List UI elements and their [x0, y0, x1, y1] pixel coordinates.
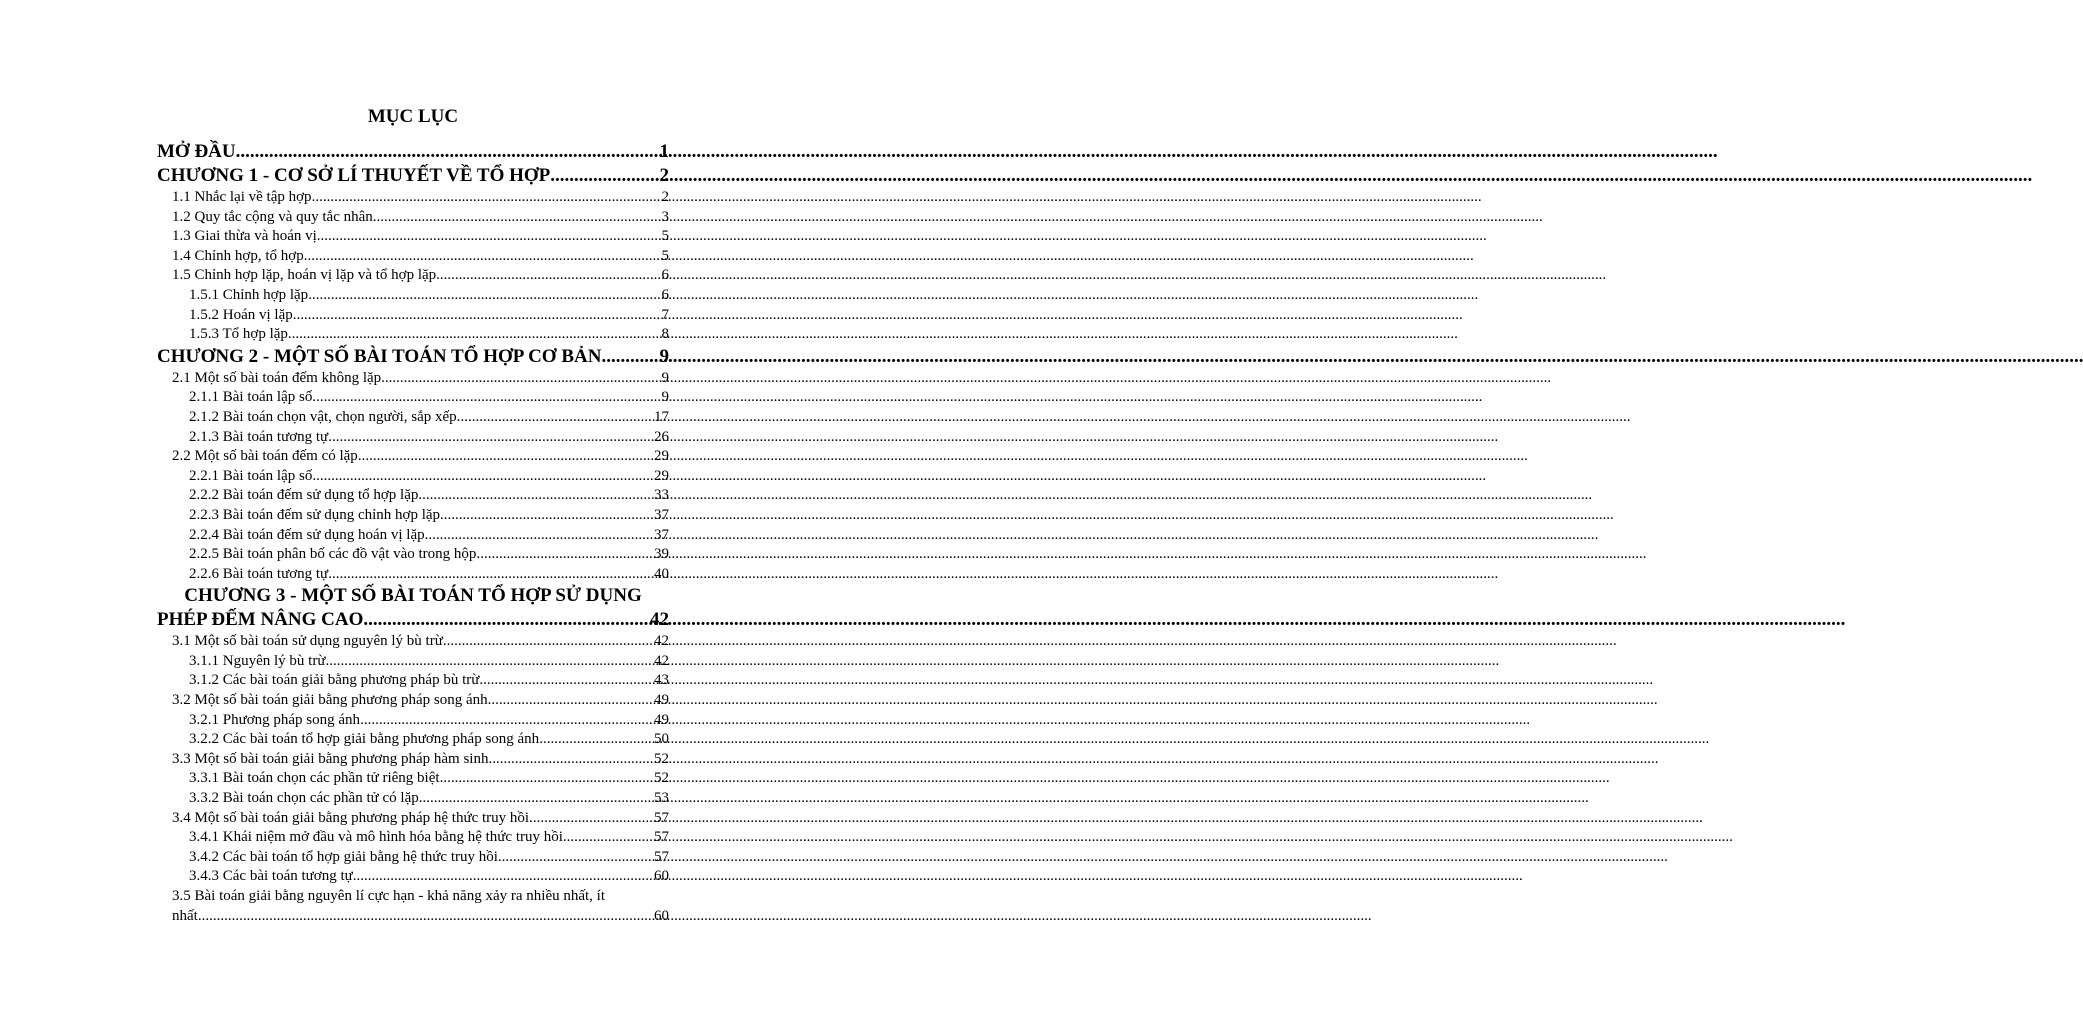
toc-page	[0, 0, 792, 1024]
dot-leader	[363, 608, 650, 632]
toc-entry[interactable]	[157, 789, 669, 809]
toc-entry-text: 1.1 Nhắc lại về tập hợp	[172, 189, 312, 205]
toc-entry-text: 3.2 Một số bài toán giải bằng phương pháp song ánh	[172, 692, 488, 709]
toc-title: MỤC LỤC	[367, 106, 459, 127]
toc-entry[interactable]	[157, 388, 669, 408]
toc-entry[interactable]	[157, 408, 669, 428]
toc-entry-text: 2.2.2 Bài toán đếm sử dụng tổ hợp lặp.	[189, 487, 423, 504]
toc-entry-page: 33	[654, 487, 669, 504]
toc-entry[interactable]	[157, 711, 669, 731]
dot-leader	[328, 428, 654, 448]
toc-entry[interactable]	[157, 526, 669, 546]
toc-entry-page: 49	[654, 692, 669, 709]
toc-entry-text: CHƯƠNG 1 - CƠ SỞ LÍ THUYẾT VỀ TỔ HỢP	[157, 165, 551, 186]
toc-entry[interactable]	[157, 345, 669, 369]
toc-entry-page: 49	[654, 711, 669, 728]
dot-leader	[447, 632, 654, 652]
toc-entry-text: 3.2.1 Phương pháp song ánh	[189, 711, 361, 728]
toc-entry[interactable]	[157, 286, 669, 306]
toc-entry-text: 2.1.1 Bài toán lập số	[189, 389, 313, 406]
toc-entry[interactable]	[157, 486, 669, 506]
toc-entry-text: 1.5.1 Chỉnh hợp lặp	[189, 286, 309, 303]
toc-entry-text: 3.4.1 Khái niệm mở đầu và mô hình hóa bằng hệ thức truy hồi	[189, 829, 563, 846]
dot-leader	[533, 809, 654, 829]
chapter3-heading-line1[interactable]: CHƯƠNG 3 - MỘT SỐ BÀI TOÁN TỔ HỢP SỬ DỤNG	[184, 585, 642, 607]
dot-leader	[460, 408, 654, 428]
toc-entry-page: 57	[654, 848, 669, 865]
toc-entry-text: 2.2.3 Bài toán đếm sử dụng chỉnh hợp lặp.	[189, 506, 444, 523]
toc-entry-page: 42	[654, 652, 669, 669]
toc-entry-page: 5	[661, 228, 669, 245]
dot-leader	[304, 247, 662, 267]
toc-entry-page: 43	[654, 672, 669, 689]
dot-leader	[498, 848, 654, 868]
toc-entry-text: 3.4.3 Các bài toán tương tự	[189, 868, 353, 885]
toc-entry-text: 1.5.2 Hoán vị lặp	[189, 306, 293, 323]
toc-entry-page: 53	[654, 790, 669, 807]
toc-entry-page: 29	[654, 467, 669, 484]
toc-entry-text: 2.2.1 Bài toán lập số.	[189, 467, 317, 484]
toc-entry[interactable]	[157, 671, 669, 691]
dot-leader	[476, 545, 654, 565]
toc-entry-page: 2	[659, 165, 669, 186]
toc-entry-3-5[interactable]	[157, 887, 669, 926]
toc-entry-page: 40	[654, 565, 669, 582]
toc-entry[interactable]	[157, 369, 669, 389]
toc-entry[interactable]	[157, 652, 669, 672]
toc-entry-text: 1.4 Chỉnh hợp, tổ hợp	[172, 247, 304, 264]
toc-entry-page: 52	[654, 770, 669, 787]
dot-leader	[488, 750, 654, 770]
toc-entry-text: 3.4 Một số bài toán giải bằng phương pháp hệ thức truy hồi.	[172, 809, 533, 826]
toc-entry-text: 3.3.1 Bài toán chọn các phần tử riêng biệt	[189, 770, 440, 787]
toc-entry-page: 9	[661, 369, 669, 386]
dot-leader	[328, 565, 654, 585]
dot-leader	[601, 345, 659, 369]
toc-entry-text: MỞ ĐẦU	[157, 141, 236, 162]
dot-leader	[236, 140, 660, 164]
toc-entry-page: 52	[654, 750, 669, 767]
dot-leader	[422, 486, 654, 506]
toc-entry-page: 26	[654, 428, 669, 445]
toc-entry-page: 6	[661, 286, 669, 303]
toc-entry-page: 8	[661, 326, 669, 343]
toc-entry[interactable]	[157, 545, 669, 565]
dot-leader	[288, 325, 662, 345]
toc-entry-page: 42	[654, 633, 669, 650]
toc-entry[interactable]	[157, 227, 669, 247]
toc-entry-text: 2.2.5 Bài toán phân bố các đồ vật vào trong hộp	[189, 546, 477, 563]
toc-entry-text: 3.1.1 Nguyên lý bù trừ.	[189, 652, 330, 669]
dot-leader	[373, 208, 662, 228]
toc-list-part1	[157, 140, 669, 584]
dot-leader	[317, 227, 662, 247]
dot-leader	[308, 286, 661, 306]
toc-entry[interactable]	[157, 828, 669, 848]
toc-entry-page: 60	[654, 868, 669, 885]
dot-leader	[312, 388, 661, 408]
toc-entry-text: 3.2.2 Các bài toán tổ hợp giải bằng phương pháp song ánh	[189, 731, 540, 748]
dot-leader	[483, 671, 654, 691]
toc-entry[interactable]	[157, 632, 669, 652]
dot-leader	[488, 691, 654, 711]
toc-entry[interactable]	[157, 247, 669, 267]
dot-leader	[358, 447, 654, 467]
toc-entry[interactable]	[157, 325, 669, 345]
toc-entry-page: 37	[654, 526, 669, 543]
toc-entry-text: 3.3.2 Bài toán chọn các phần tử có lặp	[189, 790, 419, 807]
toc-entry-page: 39	[654, 546, 669, 563]
dot-leader	[428, 526, 654, 546]
toc-entry[interactable]	[157, 750, 669, 770]
toc-entry-page: 3	[661, 208, 669, 225]
toc-entry-text: 3.4.2 Các bài toán tổ hợp giải bằng hệ thức truy hồi	[189, 848, 498, 865]
toc-entry[interactable]	[157, 506, 669, 526]
toc-entry-page: 50	[654, 731, 669, 748]
toc-entry-page: 60	[654, 907, 669, 924]
toc-entry-page: 9	[659, 345, 669, 367]
toc-entry-page: 57	[654, 829, 669, 846]
dot-leader	[381, 369, 661, 389]
toc-entry-text-line1: 3.5 Bài toán giải bằng nguyên lí cực hạn - khả năng xảy ra nhiều nhất, ít	[172, 888, 606, 904]
dot-leader	[563, 828, 654, 848]
toc-entry-text: CHƯƠNG 2 - MỘT SỐ BÀI TOÁN TỔ HỢP CƠ BẢN	[157, 345, 602, 367]
toc-entry-text: 1.5 Chỉnh hợp lặp, hoán vị lặp và tổ hợp lặp	[172, 267, 437, 284]
toc-entry-page: 37	[654, 506, 669, 523]
toc-entry-page: 9	[661, 389, 669, 406]
toc-entry-text: 2.1.3 Bài toán tương tự	[189, 428, 329, 445]
dot-leader	[440, 769, 654, 789]
toc-entry-text: 3.1 Một số bài toán sử dụng nguyên lý bù trừ.	[172, 633, 447, 650]
toc-entry[interactable]	[157, 188, 669, 208]
toc-entry-text: 1.3 Giai thừa và hoán vị	[172, 228, 317, 245]
toc-entry[interactable]	[157, 447, 669, 467]
dot-leader	[539, 730, 654, 750]
toc-entry[interactable]	[157, 467, 669, 487]
toc-entry-text: 2.1.2 Bài toán chọn vật, chọn người, sắp xếp.	[189, 408, 461, 425]
toc-entry-page: 29	[654, 448, 669, 465]
dot-leader	[360, 711, 654, 731]
dot-leader	[293, 306, 662, 326]
toc-entry-page: 7	[661, 306, 669, 323]
toc-entry-page: 5	[661, 247, 669, 264]
dot-leader	[436, 266, 661, 286]
toc-entry-text: 2.2 Một số bài toán đếm có lặp	[172, 448, 358, 465]
toc-entry-page: 17	[654, 408, 669, 425]
toc-entry[interactable]	[157, 867, 669, 887]
toc-entry-page: 57	[654, 809, 669, 826]
toc-entry[interactable]	[157, 208, 669, 228]
toc-entry-text: 1.2 Quy tắc cộng và quy tắc nhân	[172, 208, 373, 225]
toc-entry-page: 1	[659, 141, 669, 162]
chapter3-heading-line2[interactable]	[157, 608, 669, 632]
toc-entry-line2	[172, 907, 669, 927]
dot-leader	[419, 789, 654, 809]
toc-entry-text: 2.2.4 Bài toán đếm sử dụng hoán vị lặp.	[189, 526, 429, 543]
toc-entry[interactable]	[157, 266, 669, 286]
toc-entry[interactable]	[157, 306, 669, 326]
toc-entry-text: PHÉP ĐẾM NÂNG CAO	[157, 609, 364, 631]
toc-entry[interactable]	[157, 730, 669, 750]
dot-leader	[202, 907, 654, 927]
toc-entry[interactable]	[157, 565, 669, 585]
toc-entry[interactable]	[157, 428, 669, 448]
dot-leader	[353, 867, 654, 887]
toc-entry-text: 1.5.3 Tổ hợp lặp	[189, 326, 288, 343]
dot-leader	[329, 652, 654, 672]
toc-entry-page: 42	[650, 609, 669, 631]
toc-entry-page: 2	[661, 189, 669, 205]
toc-entry-text: 2.1 Một số bài toán đếm không lặp	[172, 369, 382, 386]
dot-leader	[312, 188, 662, 208]
toc-entry[interactable]	[157, 140, 669, 164]
toc-entry[interactable]	[157, 809, 669, 829]
toc-entry-page: 6	[661, 267, 669, 284]
toc-entry[interactable]	[157, 769, 669, 789]
toc-list-part2	[157, 632, 669, 887]
dot-leader	[550, 164, 659, 188]
toc-entry[interactable]	[157, 848, 669, 868]
dot-leader	[444, 506, 654, 526]
toc-entry-text-line2: nhất.	[172, 907, 202, 924]
toc-entry-text: 3.3 Một số bài toán giải bằng phương pháp hàm sinh	[172, 750, 489, 767]
toc-entry[interactable]	[157, 691, 669, 711]
toc-entry-text: 3.1.2 Các bài toán giải bằng phương pháp bù trừ.	[189, 672, 484, 689]
toc-entry[interactable]	[157, 164, 669, 188]
toc-entry-text: 2.2.6 Bài toán tương tự	[189, 565, 329, 582]
dot-leader	[316, 467, 654, 487]
